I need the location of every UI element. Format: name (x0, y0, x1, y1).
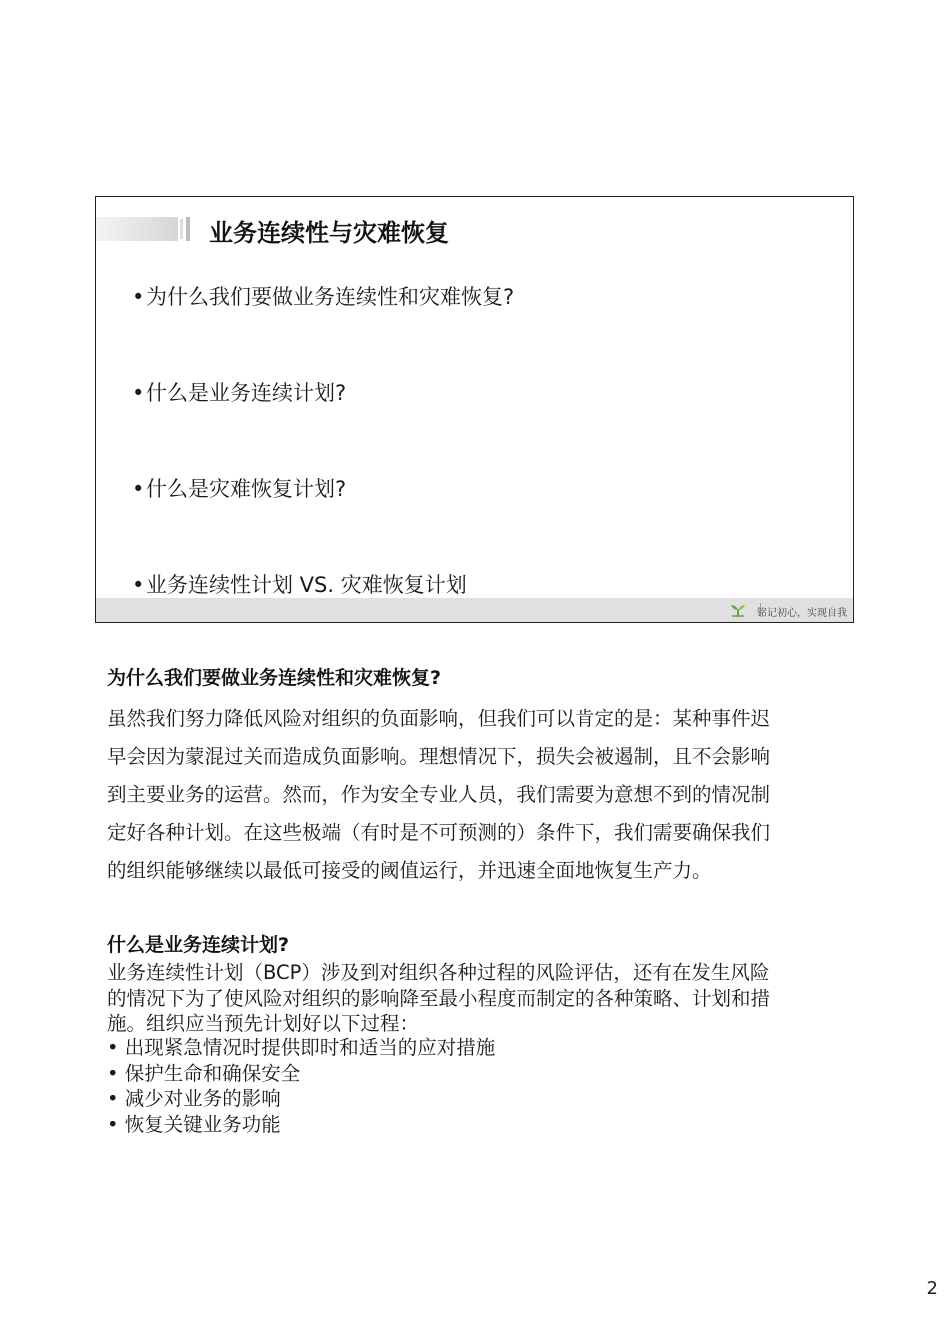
paragraph-line: 施。组织应当预先计划好以下过程： (107, 1012, 420, 1035)
paragraph-line: 业务连续性计划（BCP）涉及到对组织各种过程的风险评估，还有在发生风险 (107, 961, 770, 984)
slide-bullet-text: 为什么我们要做业务连续性和灾难恢复? (146, 285, 515, 309)
paragraph-line: 的组织能够继续以最低可接受的阈值运行，并迅速全面地恢复生产力。 (107, 859, 712, 882)
slide-footer (96, 598, 853, 622)
slide-frame (95, 196, 854, 623)
section-paragraph-bcp (107, 960, 837, 1037)
title-accent-tick (180, 219, 183, 239)
slide-bullet-item (132, 379, 514, 475)
section-heading-bcp: 什么是业务连续计划? (107, 934, 290, 956)
slide-bullet-item (132, 475, 514, 571)
sprout-logo-icon (729, 601, 747, 623)
slide-bullet-text: 什么是业务连续计划? (146, 381, 347, 405)
slide-bullet-item (132, 283, 514, 379)
section-heading-why: 为什么我们要做业务连续性和灾难恢复? (107, 667, 442, 689)
list-item: • 出现紧急情况时提供即时和适当的应对措施 (107, 1036, 496, 1059)
title-accent-bar (96, 217, 178, 241)
list-item: • 减少对业务的影响 (107, 1087, 281, 1110)
list-item: • 恢复关键业务功能 (107, 1112, 281, 1136)
slide-bullet-list (132, 283, 514, 623)
slide-title: 业务连续性与灾难恢复 (209, 219, 449, 247)
paragraph-line: 定好各种计划。在这些极端（有时是不可预测的）条件下，我们需要确保我们 (107, 821, 771, 844)
page-number: 2 (926, 1278, 938, 1299)
list-item: • 保护生命和确保安全 (107, 1061, 301, 1085)
bullet-dot-icon: • (132, 381, 145, 405)
slide-bullet-text: 什么是灾难恢复计划? (146, 477, 347, 501)
paragraph-line: 到主要业务的运营。然而，作为安全专业人员，我们需要为意想不到的情况制 (107, 783, 771, 806)
bullet-dot-icon: • (132, 477, 145, 501)
bullet-dot-icon: • (132, 285, 145, 309)
paragraph-line: 的情况下为了使风险对组织的影响降至最小程度而制定的各种策略、计划和措 (107, 986, 771, 1010)
bcp-process-list (107, 1035, 495, 1137)
title-accent-tick (186, 217, 190, 241)
paragraph-line: 虽然我们努力降低风险对组织的负面影响，但我们可以肯定的是：某种事件迟 (107, 707, 771, 730)
slide-bullet-text: 业务连续性计划 VS. 灾难恢复计划 (146, 573, 467, 597)
section-paragraph-why (107, 700, 837, 890)
bullet-dot-icon: • (132, 573, 145, 597)
footer-motto: 铭记初心，实现自我 (757, 608, 847, 619)
paragraph-line: 早会因为蒙混过关而造成负面影响。理想情况下，损失会被遏制，且不会影响 (107, 745, 771, 768)
